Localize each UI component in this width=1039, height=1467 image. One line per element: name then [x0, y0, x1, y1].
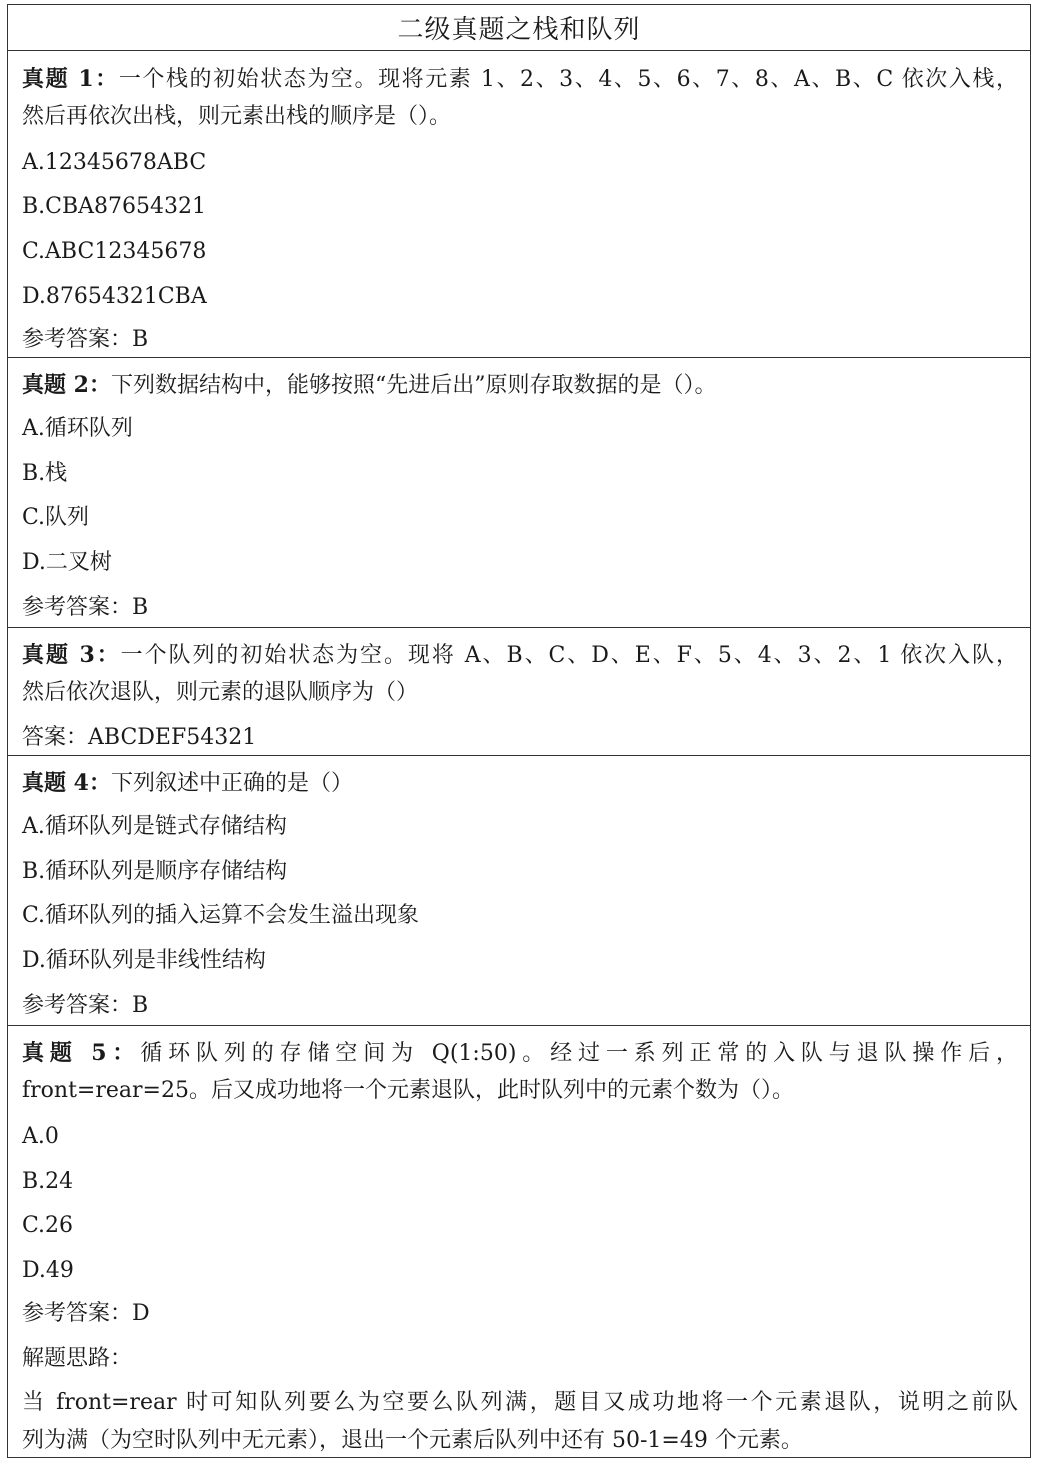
question-label: 真题 3：: [22, 642, 121, 668]
question-label: 真题 5：: [22, 1040, 141, 1066]
answer: 参考答案：B: [22, 993, 149, 1018]
option-c: C.ABC12345678: [22, 239, 207, 264]
question-stem-line: [22, 768, 1018, 799]
option-c: C.队列: [22, 505, 90, 530]
question-text: 循环队列的存储空间为 Q(1:50)。经过一系列正常的入队与退队操作后，: [140, 1041, 1018, 1066]
question-4: [8, 756, 1030, 1026]
option-a: A.12345678ABC: [22, 150, 207, 175]
answer: 参考答案：B: [22, 595, 149, 620]
question-label: 真题 1：: [22, 66, 119, 92]
option-c: C.26: [22, 1213, 74, 1238]
option-c: C.循环队列的插入运算不会发生溢出现象: [22, 903, 420, 928]
question-text: 一个队列的初始状态为空。现将 A、B、C、D、E、F、5、4、3、2、1 依次入队，: [120, 643, 1018, 668]
option-b: B.循环队列是顺序存储结构: [22, 859, 288, 884]
analysis-line: 列为满（为空时队列中无元素），退出一个元素后队列中还有 50-1=49 个元素。: [22, 1428, 803, 1453]
option-d: D.87654321CBA: [22, 284, 207, 309]
question-2: [8, 358, 1030, 628]
answer: 参考答案：D: [22, 1301, 150, 1326]
question-stem-line: 然后依次退队，则元素的退队顺序为（）: [22, 680, 419, 705]
question-stem-line: front=rear=25。后又成功地将一个元素退队，此时队列中的元素个数为（）。: [22, 1078, 794, 1103]
question-stem-line: [22, 370, 1018, 401]
analysis-label: 解题思路：: [22, 1346, 133, 1371]
option-a: A.循环队列: [22, 416, 133, 441]
question-label: 真题 4：: [22, 770, 111, 796]
question-text: 一个栈的初始状态为空。现将元素 1、2、3、4、5、6、7、8、A、B、C 依次入栈，: [118, 67, 1018, 92]
page-title: 二级真题之栈和队列: [8, 5, 1030, 51]
option-b: B.栈: [22, 461, 68, 486]
analysis-line: 当 front=rear 时可知队列要么为空要么队列满，题目又成功地将一个元素退队，说明之前队: [22, 1390, 1018, 1415]
question-3: [8, 628, 1030, 756]
answer: 参考答案：B: [22, 327, 149, 352]
answer: 答案：ABCDEF54321: [22, 725, 257, 750]
exam-sheet: [7, 4, 1031, 1458]
question-stem-line: [22, 64, 1018, 95]
question-5: [8, 1026, 1030, 1457]
option-b: B.CBA87654321: [22, 194, 207, 219]
option-d: D.二叉树: [22, 550, 112, 575]
option-b: B.24: [22, 1169, 74, 1194]
question-stem-line: [22, 640, 1018, 671]
question-text: 下列叙述中正确的是（）: [110, 771, 353, 796]
option-d: D.49: [22, 1258, 74, 1283]
question-1: [8, 51, 1030, 358]
question-stem-line: 然后再依次出栈，则元素出栈的顺序是（）。: [22, 104, 452, 129]
option-d: D.循环队列是非线性结构: [22, 948, 266, 973]
question-text: 下列数据结构中，能够按照“先进后出”原则存取数据的是（）。: [110, 373, 717, 398]
question-stem-line: [22, 1038, 1018, 1069]
option-a: A.0: [22, 1124, 59, 1149]
option-a: A.循环队列是链式存储结构: [22, 814, 287, 839]
question-label: 真题 2：: [22, 372, 111, 398]
